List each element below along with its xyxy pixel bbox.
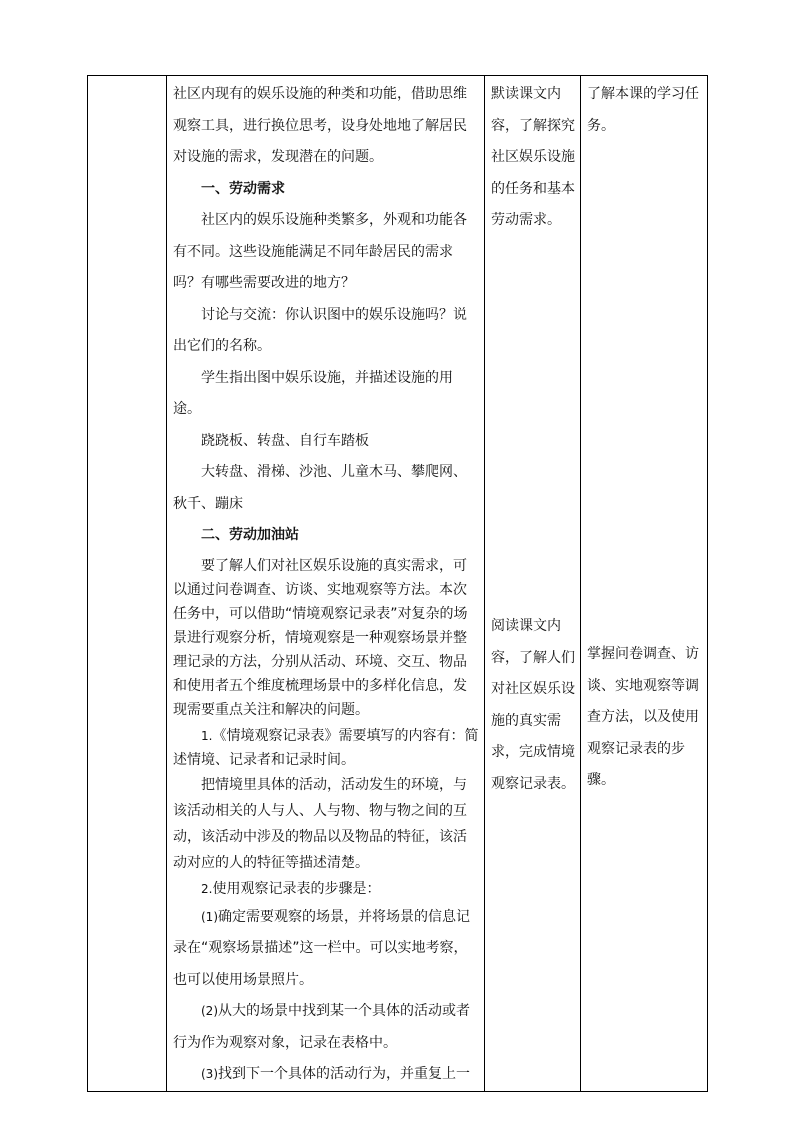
step-number: (2) <box>201 1004 218 1018</box>
item-text: 《情境观察记录表》需要填写的内容有：简述情境、记录者和记录时间。 <box>173 727 479 768</box>
step-number: (1) <box>201 909 218 924</box>
design-intent-2: 掌握问卷调查、访谈、实地观察等调查方法，以及使用观察记录表的步骤。 <box>587 646 699 788</box>
paragraph: 跷跷板、转盘、自行车踏板 <box>201 432 369 449</box>
numbered-paragraph <box>173 724 479 772</box>
item-number: 1. <box>201 728 213 743</box>
student-activity-1: 默读课文内容，了解探究社区娱乐设施的任务和基本劳动需求。 <box>491 86 575 228</box>
table-row <box>88 76 708 1092</box>
design-intent-1: 了解本课的学习任务。 <box>587 86 699 134</box>
item-number: 2. <box>201 881 213 896</box>
step-text: 确定需要观察的场景，并将场景的信息记录在“观察场景描述”这一栏中。可以实地考察，也可以使用场景照片。 <box>173 908 470 988</box>
paragraph: 学生指出图中娱乐设施，并描述设施的用途。 <box>173 369 453 417</box>
lesson-plan-table <box>87 75 708 1092</box>
section-heading-labor-station: 二、劳动加油站 <box>201 527 299 543</box>
step-text: 找到下一个具体的活动行为，并重复上一 <box>218 1066 470 1082</box>
blank-cell <box>88 76 167 1092</box>
discussion-paragraph: 讨论与交流：你认识图中的娱乐设施吗？说出它们的名称。 <box>173 306 467 354</box>
student-activity-cell <box>485 76 581 1092</box>
section-heading-labor-demand: 一、劳动需求 <box>201 180 285 197</box>
paragraph: 要了解人们对社区娱乐设施的真实需求，可以通过问卷调查、访谈、实地观察等方法。本次任务中，可以借助“情境观察记录表”对复杂的场景进行观察分析，情境观察是一种观察场景并整理记录的方法，分别从活动、环境、交互、物品和使用者五个维度梳理场景中的多样化信息，发现需要重点关注和解决的问题。 <box>173 557 468 718</box>
step-text: 从大的场景中找到某一个具体的活动或者行为作为观察对象，记录在表格中。 <box>173 1003 470 1051</box>
design-intent-cell <box>581 76 708 1092</box>
paragraph: 社区内的娱乐设施种类繁多，外观和功能各有不同。这些设施能满足不同年龄居民的需求吗？有哪些需要改进的地方？ <box>173 212 467 291</box>
numbered-paragraph <box>173 876 479 902</box>
item-text: 使用观察记录表的步骤是： <box>212 880 381 897</box>
teaching-content-cell <box>167 76 485 1092</box>
paragraph: 把情境里具体的活动，活动发生的环境，与该活动相关的人与人、人与物、物与物之间的互动，该活动中涉及的物品以及物品的特征，该活动对应的人的特征等描述清楚。 <box>173 776 467 871</box>
intro-paragraph: 社区内现有的娱乐设施的种类和功能，借助思维观察工具，进行换位思考，设身处地地了解居民对设施的需求，发现潜在的问题。 <box>173 86 467 165</box>
student-activity-2: 阅读课文内容，了解人们对社区娱乐设施的真实需求，完成情境观察记录表。 <box>491 618 575 792</box>
step-paragraph <box>173 1059 479 1091</box>
step-number: (3) <box>201 1067 218 1081</box>
step-paragraph <box>173 996 479 1059</box>
step-paragraph <box>173 902 479 997</box>
paragraph: 大转盘、滑梯、沙池、儿童木马、攀爬网、秋千、蹦床 <box>173 464 467 512</box>
